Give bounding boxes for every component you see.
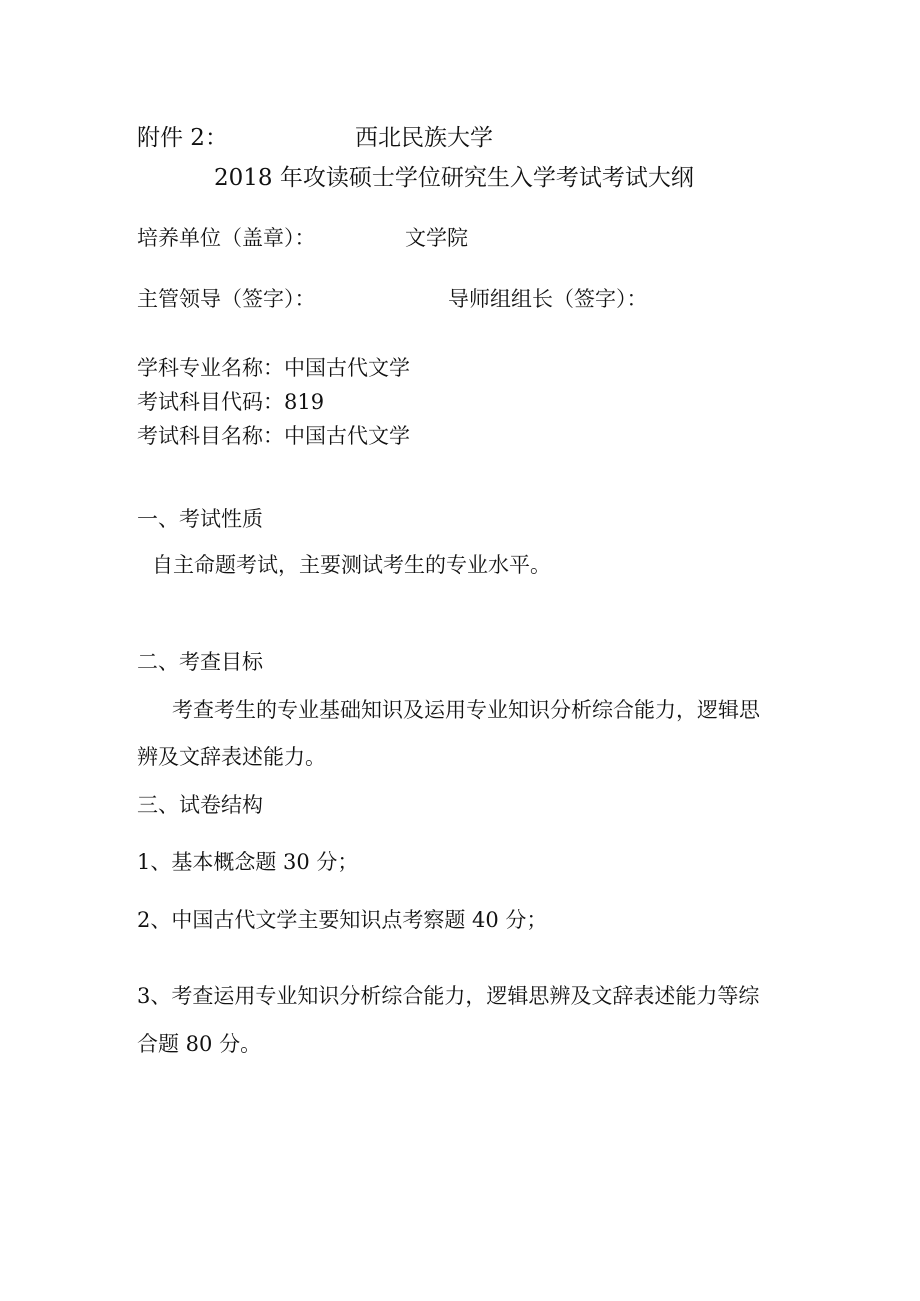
section-3-item-2: 2、中国古代文学主要知识点考察题 40 分； bbox=[137, 908, 548, 932]
section-2-body-line-2: 辨及文辞表述能力。 bbox=[137, 745, 326, 769]
unit-value: 文学院 bbox=[405, 226, 468, 250]
leader-signature-label: 主管领导（签字）： bbox=[137, 287, 316, 311]
unit-label: 培养单位（盖章）： bbox=[137, 226, 316, 250]
subject-code: 考试科目代码：819 bbox=[137, 390, 325, 414]
section-3-item-1: 1、基本概念题 30 分； bbox=[137, 850, 359, 874]
section-2-heading: 二、考查目标 bbox=[137, 650, 263, 674]
section-3-item-3-line-2: 合题 80 分。 bbox=[137, 1032, 262, 1056]
attachment-label: 附件 2： bbox=[137, 125, 228, 151]
section-1-heading: 一、考试性质 bbox=[137, 507, 263, 531]
section-3-item-3-line-1: 3、考查运用专业知识分析综合能力，逻辑思辨及文辞表述能力等综 bbox=[137, 984, 760, 1008]
group-leader-signature-label: 导师组组长（签字）： bbox=[448, 287, 648, 311]
section-1-body: 自主命题考试，主要测试考生的专业水平。 bbox=[152, 553, 551, 577]
section-2-body-line-1: 考查考生的专业基础知识及运用专业知识分析综合能力，逻辑思 bbox=[172, 698, 760, 722]
section-3-heading: 三、试卷结构 bbox=[137, 793, 263, 817]
subject-name: 考试科目名称：中国古代文学 bbox=[137, 424, 410, 448]
document-title: 2018 年攻读硕士学位研究生入学考试考试大纲 bbox=[214, 165, 694, 191]
university-name: 西北民族大学 bbox=[355, 125, 493, 151]
major-name: 学科专业名称：中国古代文学 bbox=[137, 356, 410, 380]
